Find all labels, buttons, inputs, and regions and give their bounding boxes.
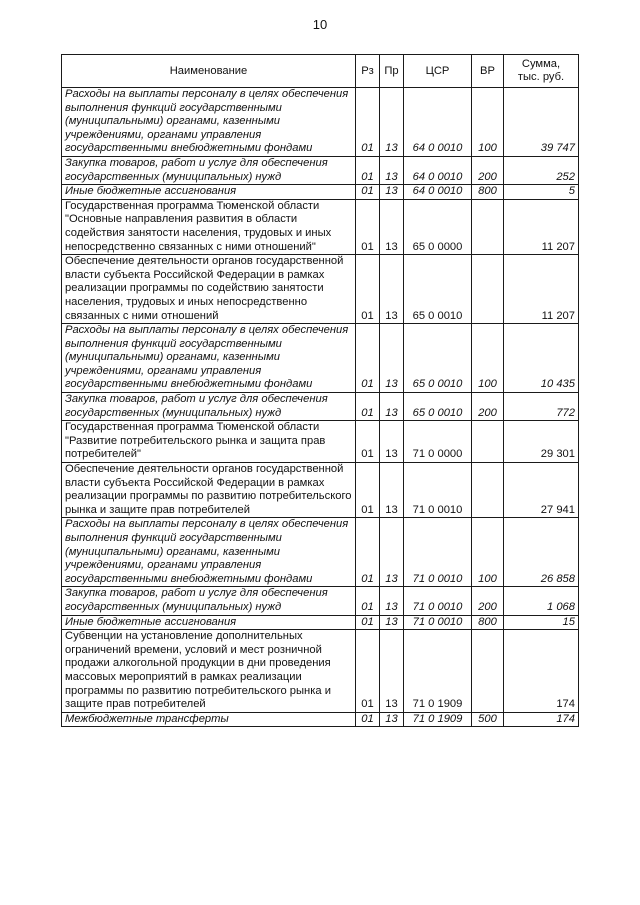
cell-sum: 174	[504, 630, 579, 713]
cell-name: Государственная программа Тюменской области "Развитие потребительского рынка и защита прав потребителей"	[62, 421, 356, 463]
cell-csr: 71 0 0010	[404, 518, 472, 587]
cell-name: Расходы на выплаты персоналу в целях обеспечения выполнения функций государственными (муниципальными) органами, казенными учреждениями, органами управления государственными внебюджетными фондами	[62, 324, 356, 393]
table-row	[62, 393, 579, 421]
cell-vr: 500	[472, 712, 504, 727]
cell-csr: 71 0 1909	[404, 712, 472, 727]
cell-pr: 13	[380, 393, 404, 421]
cell-name: Иные бюджетные ассигнования	[62, 615, 356, 630]
cell-sum: 11 207	[504, 199, 579, 254]
cell-name: Обеспечение деятельности органов государственной власти субъекта Российской Федерации в рамках реализации программы по содействию занятости населения, трудовых и иных непосредственно связанных с ними отношений	[62, 255, 356, 324]
table-row	[62, 615, 579, 630]
table-row	[62, 421, 579, 463]
table-header-row	[62, 55, 579, 88]
cell-name: Закупка товаров, работ и услуг для обеспечения государственных (муниципальных) нужд	[62, 156, 356, 184]
table-body	[62, 88, 579, 727]
cell-vr	[472, 199, 504, 254]
cell-csr: 71 0 0010	[404, 587, 472, 615]
cell-sum: 10 435	[504, 324, 579, 393]
table-row	[62, 324, 579, 393]
cell-sum: 26 858	[504, 518, 579, 587]
cell-sum: 27 941	[504, 463, 579, 518]
cell-csr: 64 0 0010	[404, 185, 472, 200]
cell-vr: 800	[472, 615, 504, 630]
table-row	[62, 185, 579, 200]
cell-csr: 65 0 0010	[404, 393, 472, 421]
cell-rz: 01	[356, 156, 380, 184]
table-row	[62, 518, 579, 587]
table-row	[62, 255, 579, 324]
header-sum-line1: Сумма,	[521, 58, 561, 70]
cell-pr: 13	[380, 421, 404, 463]
cell-name: Обеспечение деятельности органов государственной власти субъекта Российской Федерации в рамках реализации программы по развитию потребительского рынка и защите прав потребителей	[62, 463, 356, 518]
cell-rz: 01	[356, 255, 380, 324]
cell-vr: 800	[472, 185, 504, 200]
cell-rz: 01	[356, 463, 380, 518]
cell-vr	[472, 463, 504, 518]
cell-sum: 5	[504, 185, 579, 200]
cell-rz: 01	[356, 185, 380, 200]
header-vr: ВР	[472, 55, 504, 88]
cell-rz: 01	[356, 421, 380, 463]
cell-vr: 200	[472, 587, 504, 615]
cell-vr	[472, 421, 504, 463]
cell-rz: 01	[356, 587, 380, 615]
cell-vr: 200	[472, 156, 504, 184]
table-row	[62, 88, 579, 157]
cell-csr: 64 0 0010	[404, 88, 472, 157]
cell-csr: 65 0 0010	[404, 255, 472, 324]
cell-pr: 13	[380, 518, 404, 587]
cell-pr: 13	[380, 88, 404, 157]
cell-csr: 71 0 0010	[404, 463, 472, 518]
cell-sum: 252	[504, 156, 579, 184]
cell-sum: 1 068	[504, 587, 579, 615]
cell-vr: 100	[472, 518, 504, 587]
cell-vr	[472, 255, 504, 324]
cell-rz: 01	[356, 393, 380, 421]
cell-pr: 13	[380, 463, 404, 518]
cell-pr: 13	[380, 199, 404, 254]
cell-rz: 01	[356, 615, 380, 630]
cell-vr: 200	[472, 393, 504, 421]
cell-name: Расходы на выплаты персоналу в целях обеспечения выполнения функций государственными (муниципальными) органами, казенными учреждениями, органами управления государственными внебюджетными фондами	[62, 518, 356, 587]
cell-pr: 13	[380, 255, 404, 324]
cell-rz: 01	[356, 630, 380, 713]
header-csr: ЦСР	[404, 55, 472, 88]
cell-rz: 01	[356, 518, 380, 587]
cell-name: Иные бюджетные ассигнования	[62, 185, 356, 200]
table-row	[62, 156, 579, 184]
cell-sum: 29 301	[504, 421, 579, 463]
cell-sum: 39 747	[504, 88, 579, 157]
cell-sum: 11 207	[504, 255, 579, 324]
cell-csr: 71 0 0010	[404, 615, 472, 630]
cell-sum: 174	[504, 712, 579, 727]
table-row	[62, 712, 579, 727]
cell-name: Государственная программа Тюменской области "Основные направления развития в области содействия занятости населения, трудовых и иных непосредственно связанных с ними отношений"	[62, 199, 356, 254]
cell-rz: 01	[356, 199, 380, 254]
header-sum	[504, 55, 579, 88]
cell-pr: 13	[380, 324, 404, 393]
cell-sum: 15	[504, 615, 579, 630]
cell-rz: 01	[356, 324, 380, 393]
cell-sum: 772	[504, 393, 579, 421]
table-row	[62, 199, 579, 254]
table-row	[62, 587, 579, 615]
cell-csr: 65 0 0010	[404, 324, 472, 393]
cell-name: Межбюджетные трансферты	[62, 712, 356, 727]
cell-name: Закупка товаров, работ и услуг для обеспечения государственных (муниципальных) нужд	[62, 587, 356, 615]
cell-csr: 64 0 0010	[404, 156, 472, 184]
cell-vr: 100	[472, 324, 504, 393]
cell-csr: 71 0 0000	[404, 421, 472, 463]
budget-table	[61, 54, 579, 727]
cell-rz: 01	[356, 712, 380, 727]
cell-csr: 65 0 0000	[404, 199, 472, 254]
cell-pr: 13	[380, 587, 404, 615]
cell-pr: 13	[380, 712, 404, 727]
cell-name: Закупка товаров, работ и услуг для обеспечения государственных (муниципальных) нужд	[62, 393, 356, 421]
cell-rz: 01	[356, 88, 380, 157]
table-row	[62, 463, 579, 518]
cell-pr: 13	[380, 630, 404, 713]
cell-name: Субвенции на установление дополнительных ограничений времени, условий и мест розничной продажи алкогольной продукции в дни проведения массовых мероприятий в рамках реализации программы по развитию потребительского рынка и защите прав потребителей	[62, 630, 356, 713]
table-row	[62, 630, 579, 713]
cell-pr: 13	[380, 615, 404, 630]
cell-pr: 13	[380, 185, 404, 200]
cell-pr: 13	[380, 156, 404, 184]
header-rz: Рз	[356, 55, 380, 88]
header-name: Наименование	[62, 55, 356, 88]
header-sum-line2: тыс. руб.	[517, 71, 565, 83]
cell-vr	[472, 630, 504, 713]
cell-name: Расходы на выплаты персоналу в целях обеспечения выполнения функций государственными (муниципальными) органами, казенными учреждениями, органами управления государственными внебюджетными фондами	[62, 88, 356, 157]
page-number: 10	[312, 17, 328, 32]
cell-csr: 71 0 1909	[404, 630, 472, 713]
header-pr: Пр	[380, 55, 404, 88]
cell-vr: 100	[472, 88, 504, 157]
